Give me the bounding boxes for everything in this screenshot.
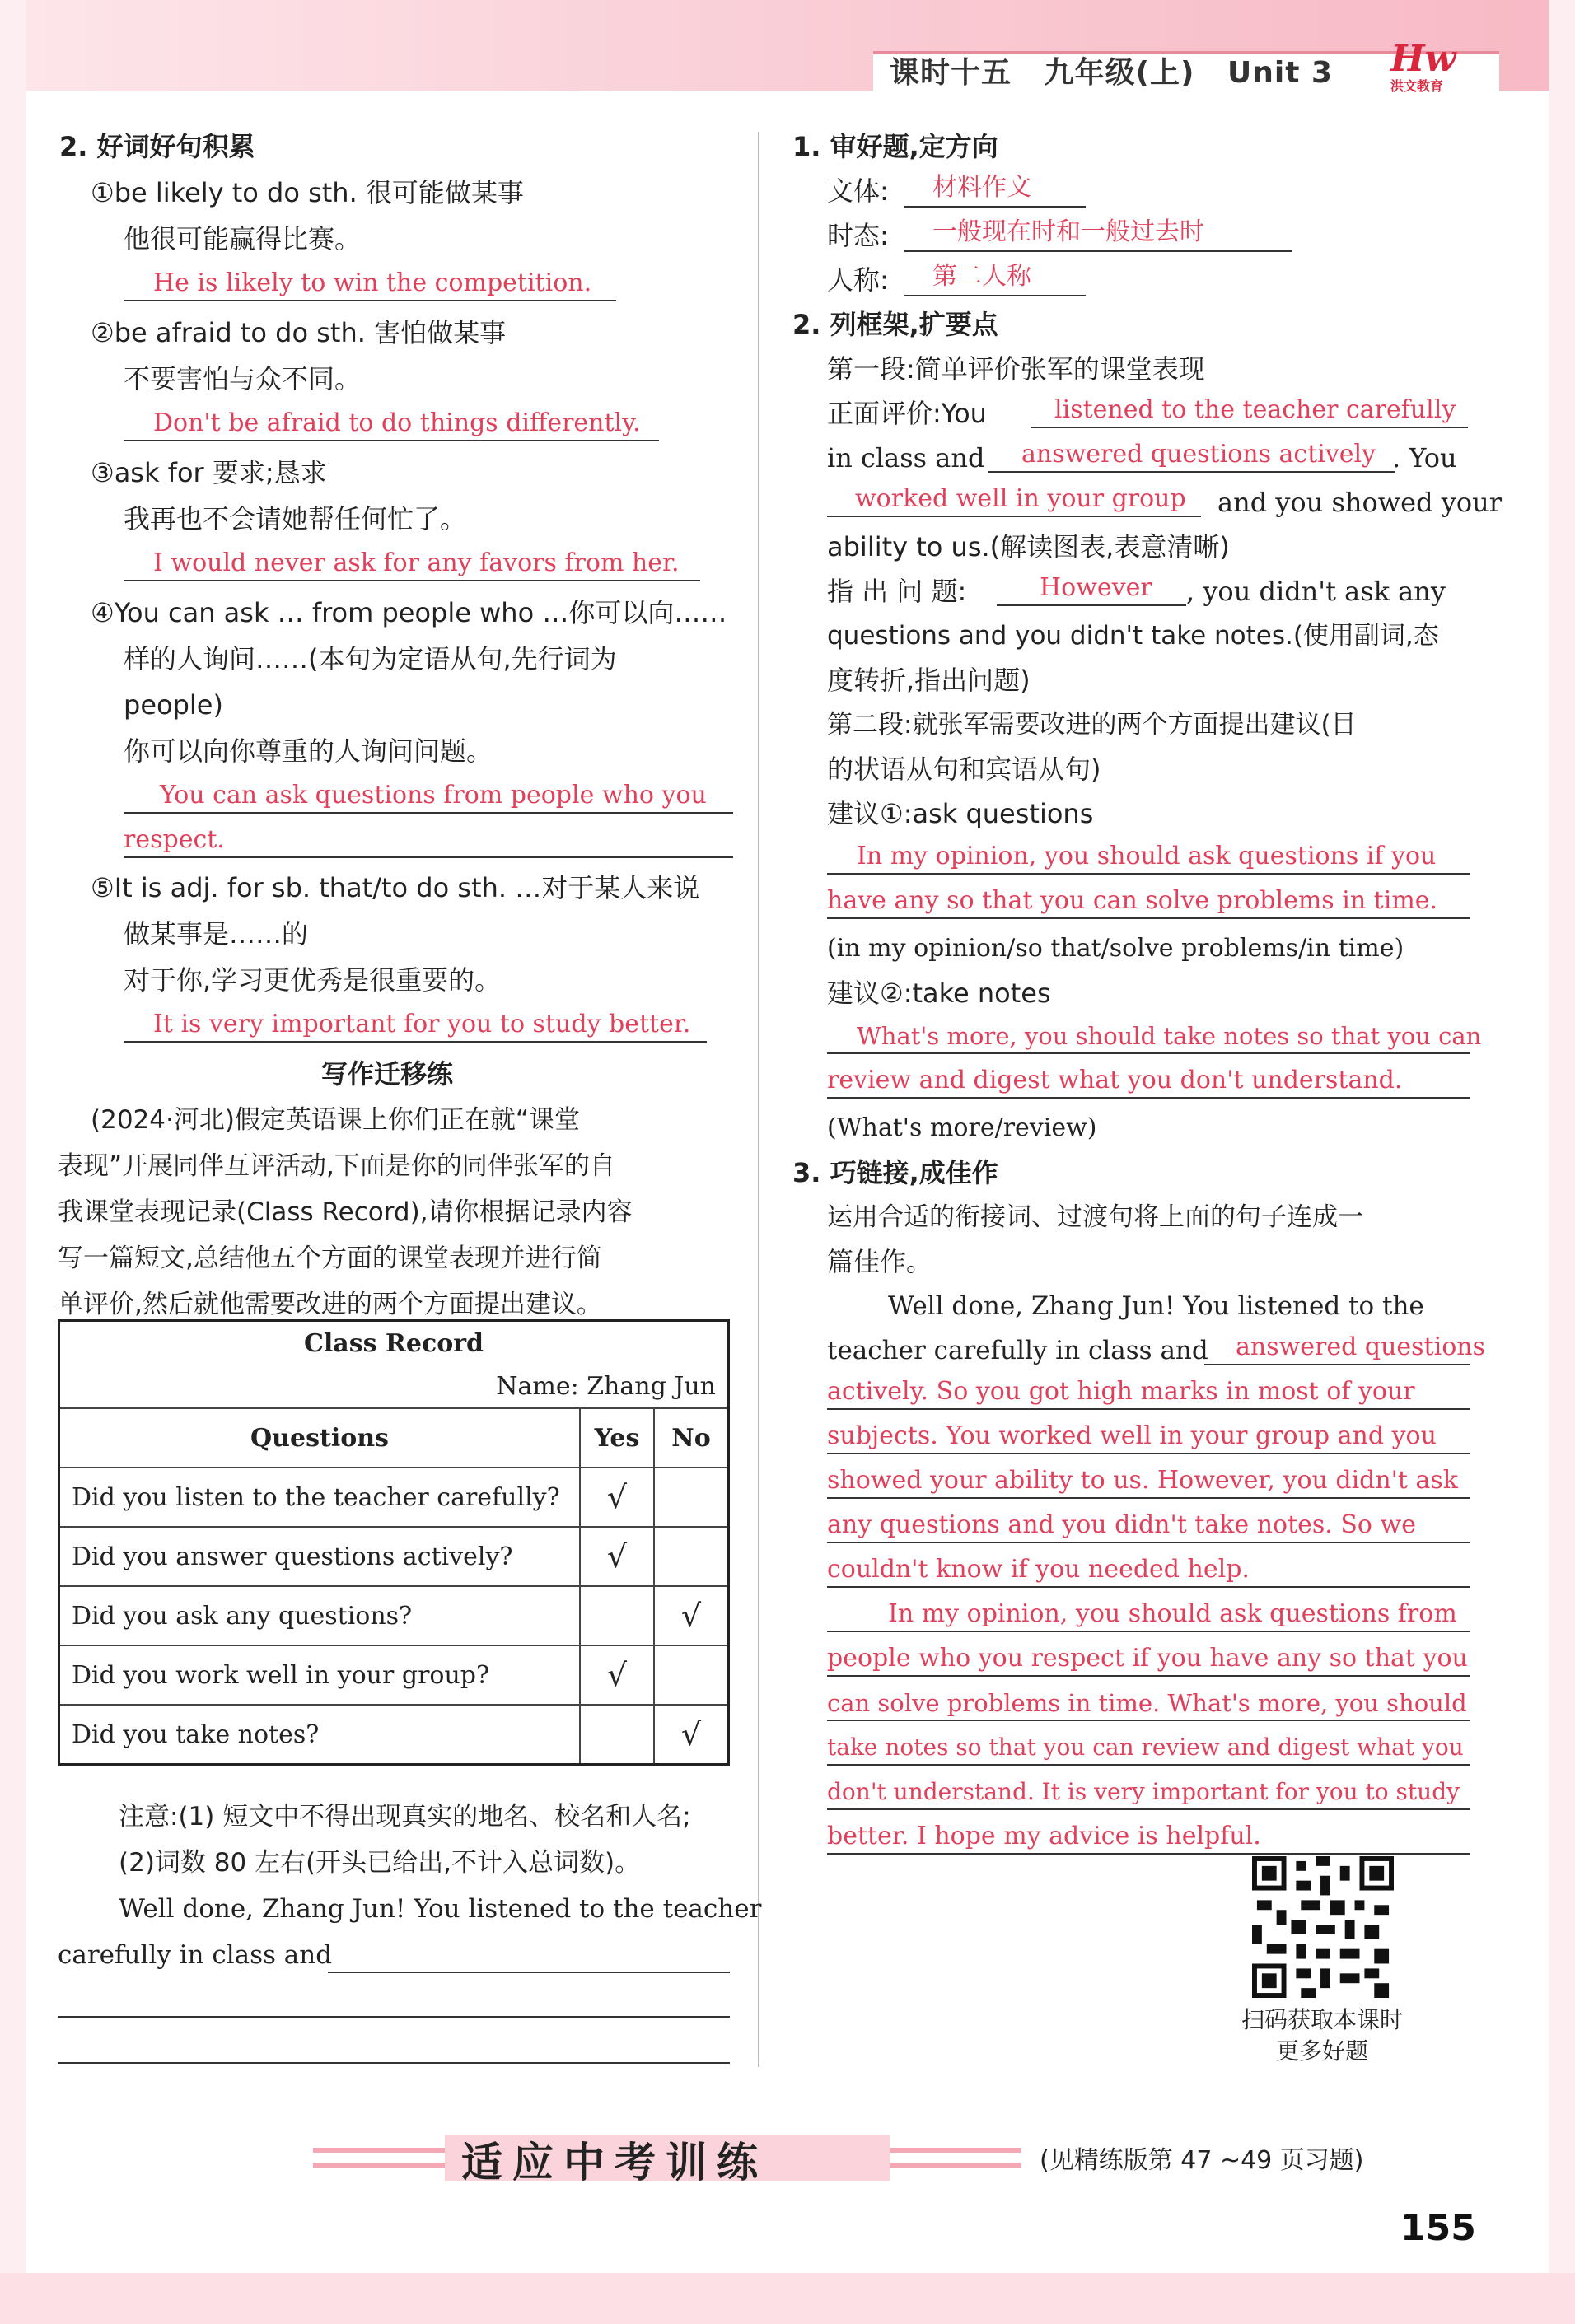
person-label: 人称: [827,264,889,296]
logo-text: 洪文教育 [1390,78,1444,94]
blank-line-3[interactable] [58,2062,730,2064]
essay-underline [827,1542,1470,1543]
s3-line-2: 篇佳作。 [827,1246,933,1277]
item3-prompt: 我再也不会请她帮任何忙了。 [124,503,467,534]
essay-underline [827,1720,1470,1721]
col-questions: Questions [59,1408,581,1468]
item2-phrase: ②be afraid to do sth. 害怕做某事 [91,317,507,348]
item4-answer-2: respect. [124,825,225,854]
row-no [654,1527,729,1586]
task-line-5: 单评价,然后就他需要改进的两个方面提出建议。 [58,1290,602,1319]
table-row [59,1527,729,1586]
tense-answer: 一般现在时和一般过去时 [932,217,1204,246]
essay-answer-line: subjects. You worked well in your group and you [827,1421,1437,1450]
right-decor-band [1549,0,1575,2324]
table-title-row [59,1321,729,1365]
essay-underline [827,1853,1470,1855]
row-yes: √ [580,1468,654,1527]
essay-answer-line: showed your ability to us. However, you didn't ask [827,1466,1458,1495]
positive-label: 正面评价:You [827,398,987,429]
task-line-4: 写一篇短文,总结他五个方面的课堂表现并进行简 [58,1244,602,1273]
para1-label: 第一段:简单评价张军的课堂表现 [827,353,1205,385]
row-no: √ [654,1586,729,1645]
table-row [59,1468,729,1527]
class-record-table [58,1319,730,1766]
item5-underline [124,1041,707,1043]
bottom-decor-band [0,2273,1575,2324]
essay-answer-line: can solve problems in time. What's more, you should [827,1689,1467,1717]
publisher-logo [1390,38,1473,94]
person-underline [904,295,1086,296]
essay-answer-line: people who you respect if you have any so that you [827,1644,1468,1673]
row-yes [580,1586,654,1645]
essay-underline [827,1586,1470,1588]
footer-note: (见精练版第 47 ~49 页习题) [1040,2146,1364,2175]
row-yes [580,1705,654,1765]
positive-answer-3: worked well in your group [855,484,1186,513]
tense-label: 时态: [827,220,889,251]
problem-rest-2: questions and you didn't take notes.(使用副词,态 [827,621,1439,651]
start-line-1: Well done, Zhang Jun! You listened to the teacher [119,1894,762,1924]
qr-caption [1203,2004,1442,2067]
task-line-1: (2024·河北)假定英语课上你们正在就“课堂 [91,1105,580,1135]
person-answer: 第二人称 [932,262,1031,291]
suggestion2-answer-2: review and digest what you don't understand. [827,1066,1403,1094]
item1-underline [124,300,616,301]
you-text: . You [1392,442,1457,474]
start-line-2: carefully in class and [58,1940,333,1970]
in-class-and: in class and [827,442,985,474]
essay-answer-line: take notes so that you can review and digest what you [827,1734,1464,1761]
suggestion1-answer-2: have any so that you can solve problems in time. [827,886,1438,915]
logo-mark: Hw [1390,38,1456,80]
left-decor-band [0,0,26,2324]
s1-title: 1. 审好题,定方向 [792,131,998,162]
problem-underline [997,604,1186,606]
item2-prompt: 不要害怕与众不同。 [124,363,362,394]
suggestion1-label: 建议①:ask questions [827,798,1094,829]
suggestion1-underline-1 [827,873,1470,875]
essay-answer-line: In my opinion, you should ask questions from [888,1599,1457,1628]
item4-phrase-1: ④You can ask … from people who …你可以向…… [91,597,727,628]
item2-answer: Don't be afraid to do things differently. [153,408,641,437]
row-question: Did you work well in your group? [59,1645,581,1705]
table-row [59,1645,729,1705]
problem-answer: However [1040,573,1152,602]
task-line-2: 表现”开展同伴互评活动,下面是你的同伴张军的自 [58,1151,615,1181]
positive-answer-1: listened to the teacher carefully [1054,395,1456,424]
essay-start-2: teacher carefully in class and [827,1336,1208,1365]
table-name-row [59,1365,729,1408]
essay-underline [827,1631,1470,1632]
row-question: Did you answer questions actively? [59,1527,581,1586]
item5-phrase-2: 做某事是……的 [124,918,309,950]
essay-answer-line: couldn't know if you needed help. [827,1555,1250,1584]
row-yes: √ [580,1527,654,1586]
task-line-3: 我课堂表现记录(Class Record),请你根据记录内容 [58,1197,633,1227]
blank-line-1[interactable] [328,1972,730,1973]
item5-prompt: 对于你,学习更优秀是很重要的。 [124,964,502,996]
s3-line-1: 运用合适的衔接词、过渡句将上面的句子连成一 [827,1202,1363,1232]
essay-underline [827,1764,1470,1766]
item3-underline [124,580,700,581]
s3-title: 3. 巧链接,成佳作 [792,1157,998,1188]
item3-answer: I would never ask for any favors from her. [153,548,680,577]
table-row [59,1705,729,1765]
suggestion2-answer-1: What's more, you should take notes so that you can [857,1022,1482,1050]
section2-title: 2. 好词好句积累 [59,131,255,162]
para2-line-2: 的状语从句和宾语从句) [827,754,1101,785]
item2-underline [124,440,659,441]
essay-underline [827,1675,1470,1677]
essay-underline [1204,1364,1470,1365]
notes-line-2: (2)词数 80 左右(开头已给出,不计入总词数)。 [119,1848,641,1878]
blank-line-2[interactable] [58,2016,730,2018]
col-yes: Yes [580,1408,654,1468]
style-underline [904,206,1086,208]
essay-answer-line: better. I hope my advice is helpful. [827,1822,1261,1850]
essay-underline [827,1453,1470,1454]
essay-answer-line: any questions and you didn't take notes. So we [827,1510,1416,1539]
positive-underline-1 [1031,427,1468,428]
ability-line: ability to us.(解读图表,表意清晰) [827,531,1230,562]
essay-answer-line: answered questions [1236,1332,1485,1361]
problem-rest-3: 度转折,指出问题) [827,665,1031,696]
header-lesson: 课时十五 [890,56,1012,90]
item1-answer: He is likely to win the competition. [153,268,592,297]
item4-underline-1 [124,812,733,814]
col-no: No [654,1408,729,1468]
row-question: Did you ask any questions? [59,1586,581,1645]
table-name: Name: Zhang Jun [59,1365,729,1408]
table-row [59,1586,729,1645]
suggestion2-hint: (What's more/review) [827,1113,1097,1142]
para2-line-1: 第二段:就张军需要改进的两个方面提出建议(目 [827,710,1357,740]
row-question: Did you listen to the teacher carefully? [59,1468,581,1527]
suggestion1-answer-1: In my opinion, you should ask questions if you [857,842,1437,870]
suggestion1-underline-2 [827,917,1470,919]
positive-underline-3 [827,516,1201,517]
table-header-row [59,1408,729,1468]
item4-phrase-3: people) [124,689,223,721]
style-answer: 材料作文 [932,173,1031,202]
running-header [890,49,1354,91]
row-no: √ [654,1705,729,1765]
header-unit: Unit 3 [1227,56,1334,90]
problem-label: 指 出 问 题: [827,576,967,607]
essay-answer-line: actively. So you got high marks in most of your [827,1377,1415,1406]
row-no [654,1645,729,1705]
essay-start-1: Well done, Zhang Jun! You listened to the [888,1291,1424,1321]
problem-rest-1: , you didn't ask any [1186,576,1446,607]
item1-prompt: 他很可能赢得比赛。 [124,223,362,254]
qr-code-icon[interactable] [1252,1856,1394,1998]
suggestion1-hint: (in my opinion/so that/solve problems/in time) [827,934,1404,963]
style-label: 文体: [827,175,889,207]
header-grade: 九年级(上) [1044,56,1195,90]
writing-title: 写作迁移练 [321,1058,454,1090]
item5-phrase-1: ⑤It is adj. for sb. that/to do sth. …对于某人来说 [91,872,700,903]
column-divider [758,132,759,2067]
row-no [654,1468,729,1527]
suggestion2-label: 建议②:take notes [827,978,1051,1009]
item4-underline-2 [124,856,733,858]
essay-underline [827,1408,1470,1410]
suggestion2-underline-1 [827,1052,1470,1054]
positive-underline-2 [988,471,1395,473]
item3-phrase: ③ask for 要求;恳求 [91,457,327,488]
qr-caption-line-1: 扫码获取本课时 [1241,2006,1403,2033]
essay-underline [827,1808,1470,1810]
suggestion2-underline-2 [827,1097,1470,1099]
item5-answer: It is very important for you to study better. [153,1010,691,1038]
table-title: Class Record [59,1321,729,1365]
qr-caption-line-2: 更多好题 [1275,2037,1368,2065]
notes-line-1: 注意:(1) 短文中不得出现真实的地名、校名和人名; [119,1802,691,1832]
page-number: 155 [1400,2207,1476,2249]
and-showed: and you showed your [1217,487,1502,518]
item1-phrase: ①be likely to do sth. 很可能做某事 [91,177,524,208]
tense-underline [904,250,1292,252]
essay-answer-line: don't understand. It is very important for you to study [827,1778,1460,1805]
item4-prompt: 你可以向你尊重的人询问问题。 [124,735,493,767]
row-question: Did you take notes? [59,1705,581,1765]
essay-underline [827,1497,1470,1499]
item4-answer-1: You can ask questions from people who you [160,781,707,810]
s2-title: 2. 列框架,扩要点 [792,309,998,340]
item4-phrase-2: 样的人询问……(本句为定语从句,先行词为 [124,643,617,674]
footer-title: 适应中考训练 [461,2139,768,2186]
positive-answer-2: answered questions actively [1021,440,1376,469]
row-yes: √ [580,1645,654,1705]
